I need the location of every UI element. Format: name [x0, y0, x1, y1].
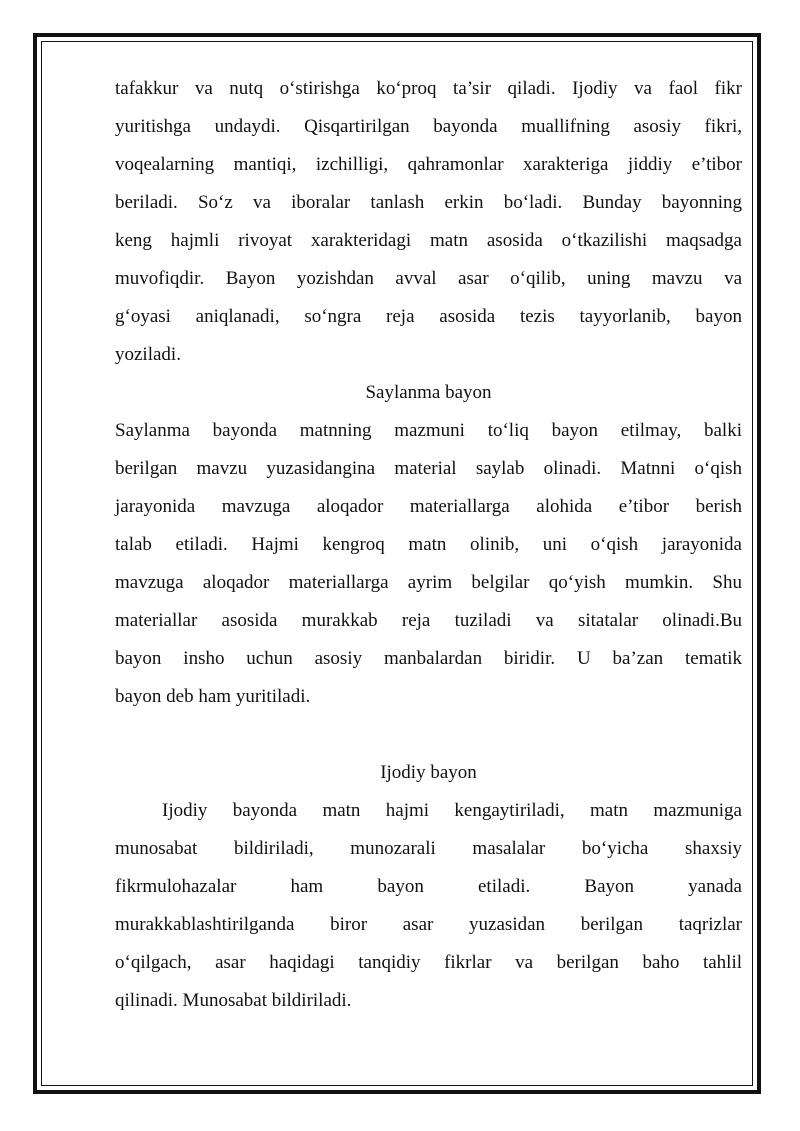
text-line: fikrmulohazalar ham bayon etiladi. Bayon yanada — [115, 876, 742, 897]
text-line: mavzuga aloqador materiallarga ayrim belgilar qo‘yish mumkin. Shu — [115, 572, 742, 593]
text-line: Saylanma bayonda matnning mazmuni to‘liq bayon etilmay, balki — [115, 420, 742, 441]
text-line: bayon insho uchun asosiy manbalardan biridir. U ba’zan tematik — [115, 648, 742, 669]
text-line: talab etiladi. Hajmi kengroq matn olinib, uni o‘qish jarayonida — [115, 534, 742, 555]
text-line: qilinadi. Munosabat bildiriladi. — [115, 990, 352, 1011]
text-line: g‘oyasi aniqlanadi, so‘ngra reja asosida tezis tayyorlanib, bayon — [115, 306, 742, 327]
text-line: yoziladi. — [115, 344, 181, 365]
paragraph-1 — [115, 70, 742, 374]
text-line: berilgan mavzu yuzasidangina material saylab olinadi. Matnni o‘qish — [115, 458, 742, 479]
paragraph-2 — [115, 412, 742, 716]
document-body — [115, 70, 742, 1020]
blank-line — [115, 716, 742, 754]
text-line: tafakkur va nutq o‘stirishga ko‘proq ta’sir qiladi. Ijodiy va faol fikr — [115, 78, 742, 99]
text-line: jarayonida mavzuga aloqador materiallarga alohida e’tibor berish — [115, 496, 742, 517]
text-line: muvofiqdir. Bayon yozishdan avval asar o‘qilib, uning mavzu va — [115, 268, 742, 289]
text-line: o‘qilgach, asar haqidagi tanqidiy fikrlar va berilgan baho tahlil — [115, 952, 742, 973]
text-line: munosabat bildiriladi, munozarali masalalar bo‘yicha shaxsiy — [115, 838, 742, 859]
text-line: bayon deb ham yuritiladi. — [115, 686, 311, 707]
text-line: voqealarning mantiqi, izchilligi, qahramonlar xarakteriga jiddiy e’tibor — [115, 154, 742, 175]
text-line: murakkablashtirilganda biror asar yuzasidan berilgan taqrizlar — [115, 914, 742, 935]
paragraph-3 — [115, 792, 742, 1020]
section-heading-saylanma: Saylanma bayon — [365, 382, 492, 403]
text-line: beriladi. So‘z va iboralar tanlash erkin bo‘ladi. Bunday bayonning — [115, 192, 742, 213]
text-line: materiallar asosida murakkab reja tuziladi va sitatalar olinadi.Bu — [115, 610, 742, 631]
text-line: Ijodiy bayonda matn hajmi kengaytiriladi, matn mazmuniga — [162, 800, 742, 821]
text-line: yuritishga undaydi. Qisqartirilgan bayonda muallifning asosiy fikri, — [115, 116, 742, 137]
text-line: keng hajmli rivoyat xarakteridagi matn asosida o‘tkazilishi maqsadga — [115, 230, 742, 251]
section-heading-ijodiy: Ijodiy bayon — [380, 762, 477, 783]
